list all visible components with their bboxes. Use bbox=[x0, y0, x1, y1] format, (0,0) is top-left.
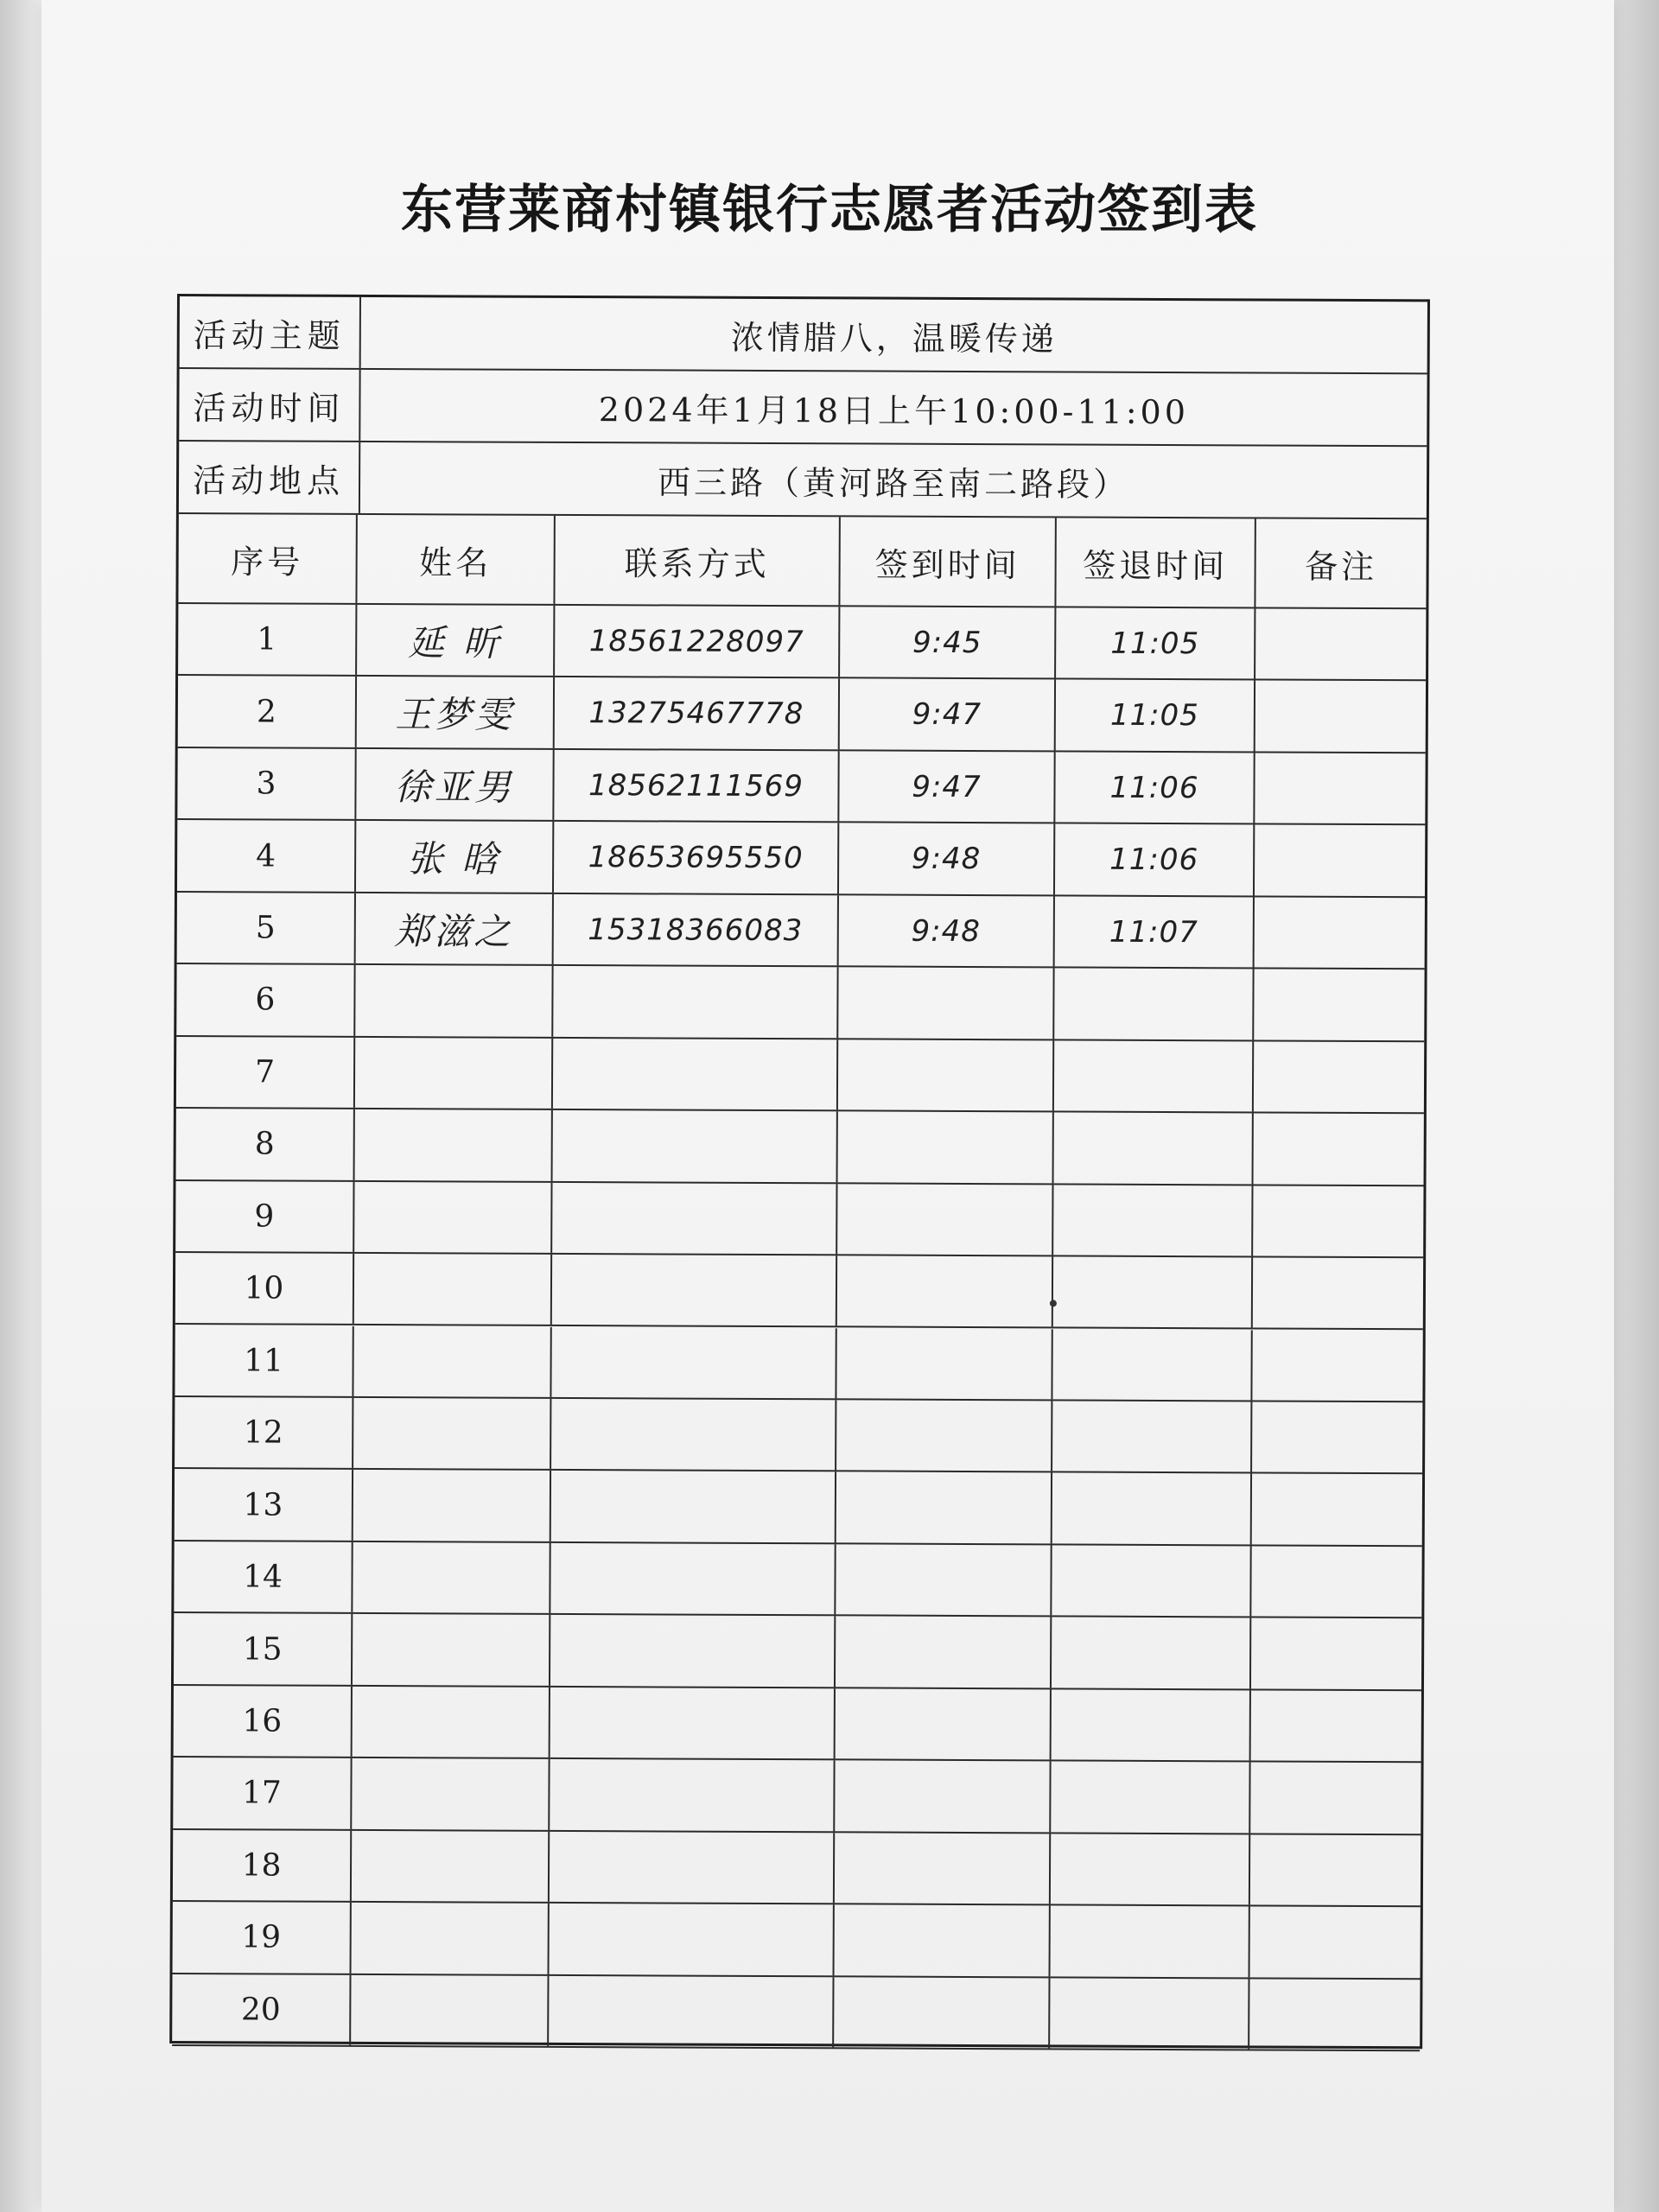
col-index-cell bbox=[175, 1181, 354, 1252]
col-note-cell bbox=[1254, 1041, 1424, 1112]
col-sign-out-cell bbox=[1052, 1545, 1251, 1616]
col-note-cell bbox=[1249, 1979, 1420, 2050]
col-phone-cell bbox=[550, 1832, 835, 1904]
col-index-cell-text: 7 bbox=[255, 1054, 276, 1090]
header-col-sign-out-text: 签退时间 bbox=[1083, 546, 1229, 585]
table-row bbox=[177, 893, 1425, 970]
col-sign-in-cell-text: 9:48 bbox=[911, 841, 982, 877]
col-sign-out-cell-text: 11:06 bbox=[1109, 842, 1199, 878]
col-name-cell bbox=[353, 1614, 550, 1685]
col-sign-out-cell-text: 11:05 bbox=[1110, 626, 1200, 661]
col-index-cell-text: 15 bbox=[242, 1630, 283, 1668]
col-name-cell bbox=[357, 677, 555, 747]
col-phone-cell bbox=[551, 1471, 836, 1542]
table-header bbox=[178, 514, 1426, 609]
col-index-cell-text: 1 bbox=[257, 621, 277, 658]
col-name-cell bbox=[353, 1325, 551, 1396]
col-sign-out-cell bbox=[1052, 1473, 1252, 1544]
page-title: 东营莱商村镇银行志愿者活动签到表 bbox=[401, 180, 1258, 240]
header-col-phone-text: 联系方式 bbox=[624, 543, 770, 583]
col-sign-out-cell bbox=[1051, 1834, 1250, 1904]
col-name-cell bbox=[355, 1109, 553, 1180]
header-col-sign-in bbox=[840, 517, 1056, 606]
col-name-cell bbox=[351, 1974, 549, 2045]
ink-dot bbox=[1050, 1300, 1057, 1306]
col-index-cell-text: 20 bbox=[240, 1992, 281, 2028]
info-value bbox=[360, 442, 1427, 518]
col-name-cell bbox=[357, 605, 555, 676]
sign-in-table bbox=[169, 294, 1430, 2049]
col-sign-out-cell bbox=[1053, 1185, 1253, 1255]
col-note-cell bbox=[1255, 753, 1425, 823]
col-index-cell bbox=[174, 1613, 353, 1684]
header-col-sign-out bbox=[1056, 518, 1255, 607]
col-index-cell bbox=[174, 1686, 353, 1757]
col-note-cell bbox=[1254, 969, 1424, 1040]
col-index-cell bbox=[175, 1325, 353, 1396]
col-index-cell-text: 11 bbox=[244, 1343, 284, 1379]
table-row bbox=[177, 748, 1425, 826]
col-index-cell bbox=[177, 893, 356, 963]
col-note-cell bbox=[1250, 1834, 1421, 1905]
col-index-cell-text: 12 bbox=[243, 1414, 283, 1451]
col-index-cell-text: 14 bbox=[243, 1559, 283, 1595]
col-index-cell bbox=[178, 676, 357, 747]
col-phone-cell bbox=[555, 606, 840, 677]
header-col-index-text: 序号 bbox=[231, 542, 304, 582]
col-index-cell bbox=[173, 1758, 352, 1828]
col-name-cell bbox=[353, 1687, 550, 1758]
col-phone-cell bbox=[553, 1110, 838, 1182]
col-phone-cell bbox=[550, 1904, 835, 1975]
col-index-cell bbox=[176, 964, 355, 1035]
col-sign-in-cell bbox=[837, 1255, 1053, 1327]
col-sign-out-cell bbox=[1052, 1689, 1251, 1760]
col-name-cell bbox=[352, 1831, 550, 1902]
col-index-cell-text: 17 bbox=[241, 1775, 282, 1811]
col-phone-cell bbox=[553, 1039, 838, 1110]
header-col-note-text: 备注 bbox=[1305, 547, 1378, 586]
info-value bbox=[360, 370, 1427, 445]
table-row bbox=[175, 1253, 1423, 1331]
col-name-cell bbox=[352, 1903, 550, 1974]
col-phone-cell bbox=[550, 1543, 836, 1615]
col-sign-in-cell bbox=[839, 895, 1055, 967]
col-index-cell-text: 4 bbox=[256, 837, 276, 874]
col-index-cell bbox=[175, 1253, 354, 1324]
table-row bbox=[173, 1830, 1421, 1908]
info-label bbox=[179, 442, 360, 513]
col-sign-in-cell bbox=[838, 1039, 1054, 1111]
info-label bbox=[179, 369, 360, 441]
col-index-cell-text: 3 bbox=[256, 766, 276, 802]
col-index-cell bbox=[175, 1397, 353, 1468]
col-note-cell bbox=[1251, 1618, 1421, 1689]
col-sign-in-cell bbox=[836, 1688, 1052, 1760]
col-phone-cell bbox=[551, 1399, 836, 1471]
col-index-cell bbox=[177, 748, 356, 819]
col-sign-in-cell bbox=[835, 1904, 1051, 1976]
col-index-cell-text: 6 bbox=[255, 982, 276, 1018]
col-index-cell bbox=[173, 1830, 352, 1901]
table-row bbox=[173, 1758, 1421, 1835]
col-name-cell bbox=[353, 1398, 551, 1469]
info-value-text: 浓情腊八，温暖传递 bbox=[730, 318, 1058, 358]
col-note-cell bbox=[1252, 1474, 1422, 1545]
col-sign-in-cell bbox=[834, 1977, 1050, 2049]
col-index-cell bbox=[174, 1541, 353, 1612]
table-row bbox=[175, 1397, 1422, 1475]
col-sign-out-cell bbox=[1055, 752, 1255, 823]
col-sign-out-cell bbox=[1051, 1762, 1250, 1833]
col-note-cell bbox=[1251, 1546, 1421, 1617]
col-note-cell bbox=[1253, 1185, 1423, 1256]
col-sign-in-cell bbox=[835, 1833, 1051, 1904]
col-phone-cell bbox=[554, 750, 839, 822]
table-row bbox=[172, 1974, 1420, 2052]
col-note-cell bbox=[1255, 897, 1425, 968]
table-row bbox=[176, 1037, 1424, 1115]
col-phone-cell bbox=[550, 1615, 836, 1687]
table-row bbox=[178, 676, 1426, 753]
info-value-text: 西三路（黄河路至南二路段） bbox=[657, 462, 1130, 504]
col-phone-cell-text: 13275467778 bbox=[588, 696, 804, 732]
info-label-text: 活动主题 bbox=[193, 315, 346, 355]
col-note-cell bbox=[1252, 1330, 1422, 1401]
col-sign-in-cell bbox=[840, 607, 1056, 678]
info-value bbox=[361, 297, 1427, 372]
col-sign-out-cell bbox=[1054, 1040, 1254, 1111]
col-sign-in-cell bbox=[836, 1400, 1052, 1471]
col-name-cell bbox=[353, 1470, 551, 1541]
col-index-cell-text: 16 bbox=[242, 1703, 283, 1739]
col-note-cell bbox=[1255, 608, 1426, 679]
col-index-cell-text: 2 bbox=[256, 694, 276, 730]
col-note-cell bbox=[1250, 1907, 1421, 1978]
col-name-cell bbox=[354, 1182, 552, 1253]
col-name-cell bbox=[355, 965, 553, 1036]
col-name-cell bbox=[356, 749, 554, 820]
col-name-cell-text: 延 昕 bbox=[407, 620, 503, 664]
col-index-cell bbox=[177, 820, 356, 891]
table-row bbox=[176, 1109, 1424, 1186]
col-sign-in-cell-text: 9:47 bbox=[912, 696, 982, 733]
col-phone-cell bbox=[549, 1975, 834, 2047]
table-row bbox=[174, 1541, 1421, 1619]
col-phone-cell-text: 18561228097 bbox=[588, 623, 804, 659]
col-sign-out-cell bbox=[1055, 824, 1255, 895]
header-col-index bbox=[178, 514, 357, 603]
col-name-cell bbox=[356, 893, 554, 964]
col-name-cell bbox=[352, 1758, 550, 1829]
col-sign-out-cell bbox=[1051, 1906, 1250, 1977]
col-name-cell-text: 郑滋之 bbox=[394, 909, 514, 953]
col-sign-in-cell-text: 9:48 bbox=[911, 913, 982, 949]
col-sign-out-cell bbox=[1054, 969, 1254, 1039]
col-sign-out-cell bbox=[1054, 1113, 1254, 1184]
table-row bbox=[175, 1325, 1422, 1403]
table-row bbox=[176, 964, 1424, 1042]
col-index-cell bbox=[176, 1037, 355, 1108]
col-name-cell bbox=[355, 1038, 553, 1109]
col-sign-out-cell-text: 11:07 bbox=[1109, 914, 1198, 950]
col-phone-cell bbox=[552, 1182, 837, 1254]
col-phone-cell bbox=[555, 677, 840, 749]
col-name-cell-text: 张 晗 bbox=[406, 837, 502, 880]
header-col-name-text: 姓名 bbox=[419, 543, 493, 582]
header-col-note bbox=[1255, 518, 1426, 607]
info-row bbox=[179, 369, 1427, 447]
col-name-cell bbox=[356, 821, 554, 892]
col-index-cell bbox=[172, 1974, 351, 2045]
col-index-cell-text: 18 bbox=[241, 1847, 282, 1884]
col-sign-out-cell bbox=[1052, 1329, 1252, 1400]
info-label bbox=[180, 296, 361, 368]
table-row bbox=[173, 1902, 1421, 1980]
col-index-cell-text: 9 bbox=[254, 1198, 275, 1235]
col-sign-in-cell bbox=[836, 1472, 1052, 1544]
col-phone-cell bbox=[554, 822, 839, 893]
col-phone-cell bbox=[553, 966, 838, 1038]
col-phone-cell-text: 18562111569 bbox=[588, 767, 804, 804]
table-row bbox=[175, 1469, 1422, 1547]
table-row bbox=[177, 820, 1425, 898]
info-row bbox=[179, 442, 1427, 519]
col-sign-out-cell bbox=[1056, 607, 1255, 678]
col-phone-cell bbox=[551, 1326, 836, 1398]
col-index-cell-text: 13 bbox=[243, 1486, 283, 1523]
info-label-text: 活动时间 bbox=[193, 388, 346, 428]
col-sign-in-cell-text: 9:47 bbox=[912, 769, 982, 804]
col-sign-in-cell bbox=[839, 751, 1055, 823]
col-phone-cell-text: 15318366083 bbox=[588, 912, 804, 948]
col-name-cell-text: 徐亚男 bbox=[394, 765, 515, 809]
col-sign-in-cell bbox=[838, 1111, 1054, 1183]
col-sign-out-cell bbox=[1053, 1256, 1253, 1327]
col-index-cell bbox=[175, 1469, 353, 1540]
col-name-cell bbox=[354, 1254, 552, 1325]
col-sign-in-cell bbox=[836, 1544, 1052, 1616]
col-name-cell-text: 王梦雯 bbox=[395, 693, 515, 736]
col-sign-out-cell bbox=[1052, 1618, 1251, 1688]
col-sign-out-cell bbox=[1055, 896, 1255, 967]
col-index-cell-text: 19 bbox=[241, 1919, 282, 1955]
col-note-cell bbox=[1253, 1257, 1423, 1328]
table-row bbox=[174, 1686, 1421, 1764]
col-index-cell bbox=[176, 1109, 355, 1179]
col-sign-in-cell bbox=[837, 1184, 1053, 1255]
col-index-cell-text: 10 bbox=[244, 1270, 284, 1306]
col-index-cell bbox=[178, 604, 357, 675]
col-sign-out-cell bbox=[1056, 680, 1255, 751]
col-sign-out-cell-text: 11:05 bbox=[1109, 697, 1199, 734]
col-sign-in-cell bbox=[835, 1761, 1051, 1833]
table-row bbox=[178, 604, 1426, 682]
header-col-name bbox=[357, 515, 555, 604]
col-sign-out-cell bbox=[1050, 1978, 1249, 2049]
col-note-cell bbox=[1255, 681, 1426, 752]
col-phone-cell bbox=[552, 1255, 837, 1326]
col-note-cell bbox=[1255, 825, 1425, 896]
col-note-cell bbox=[1251, 1690, 1421, 1761]
col-phone-cell-text: 18653695550 bbox=[588, 840, 804, 876]
col-sign-out-cell-text: 11:06 bbox=[1109, 770, 1199, 805]
col-phone-cell bbox=[550, 1759, 835, 1831]
table-row bbox=[175, 1181, 1423, 1259]
col-sign-in-cell bbox=[839, 823, 1055, 895]
col-name-cell bbox=[353, 1542, 550, 1613]
info-label-text: 活动地点 bbox=[192, 461, 346, 500]
col-sign-in-cell bbox=[838, 968, 1054, 1039]
col-sign-in-cell bbox=[840, 679, 1056, 751]
col-index-cell-text: 5 bbox=[255, 910, 276, 946]
info-row bbox=[180, 296, 1427, 374]
info-value-text: 2024年1月18日上午10:00-11:00 bbox=[598, 390, 1190, 431]
header-col-sign-in-text: 签到时间 bbox=[874, 545, 1020, 584]
col-phone-cell bbox=[554, 894, 839, 966]
col-sign-out-cell bbox=[1052, 1401, 1252, 1471]
header-col-phone bbox=[555, 516, 840, 605]
col-index-cell bbox=[173, 1902, 352, 1973]
col-phone-cell bbox=[550, 1688, 836, 1759]
col-note-cell bbox=[1250, 1763, 1421, 1834]
col-sign-in-cell bbox=[836, 1617, 1052, 1688]
col-sign-in-cell-text: 9:45 bbox=[912, 625, 982, 660]
col-sign-in-cell bbox=[836, 1328, 1052, 1400]
table-row bbox=[174, 1613, 1421, 1691]
col-note-cell bbox=[1252, 1402, 1422, 1472]
col-note-cell bbox=[1254, 1114, 1424, 1185]
col-index-cell-text: 8 bbox=[254, 1126, 275, 1162]
